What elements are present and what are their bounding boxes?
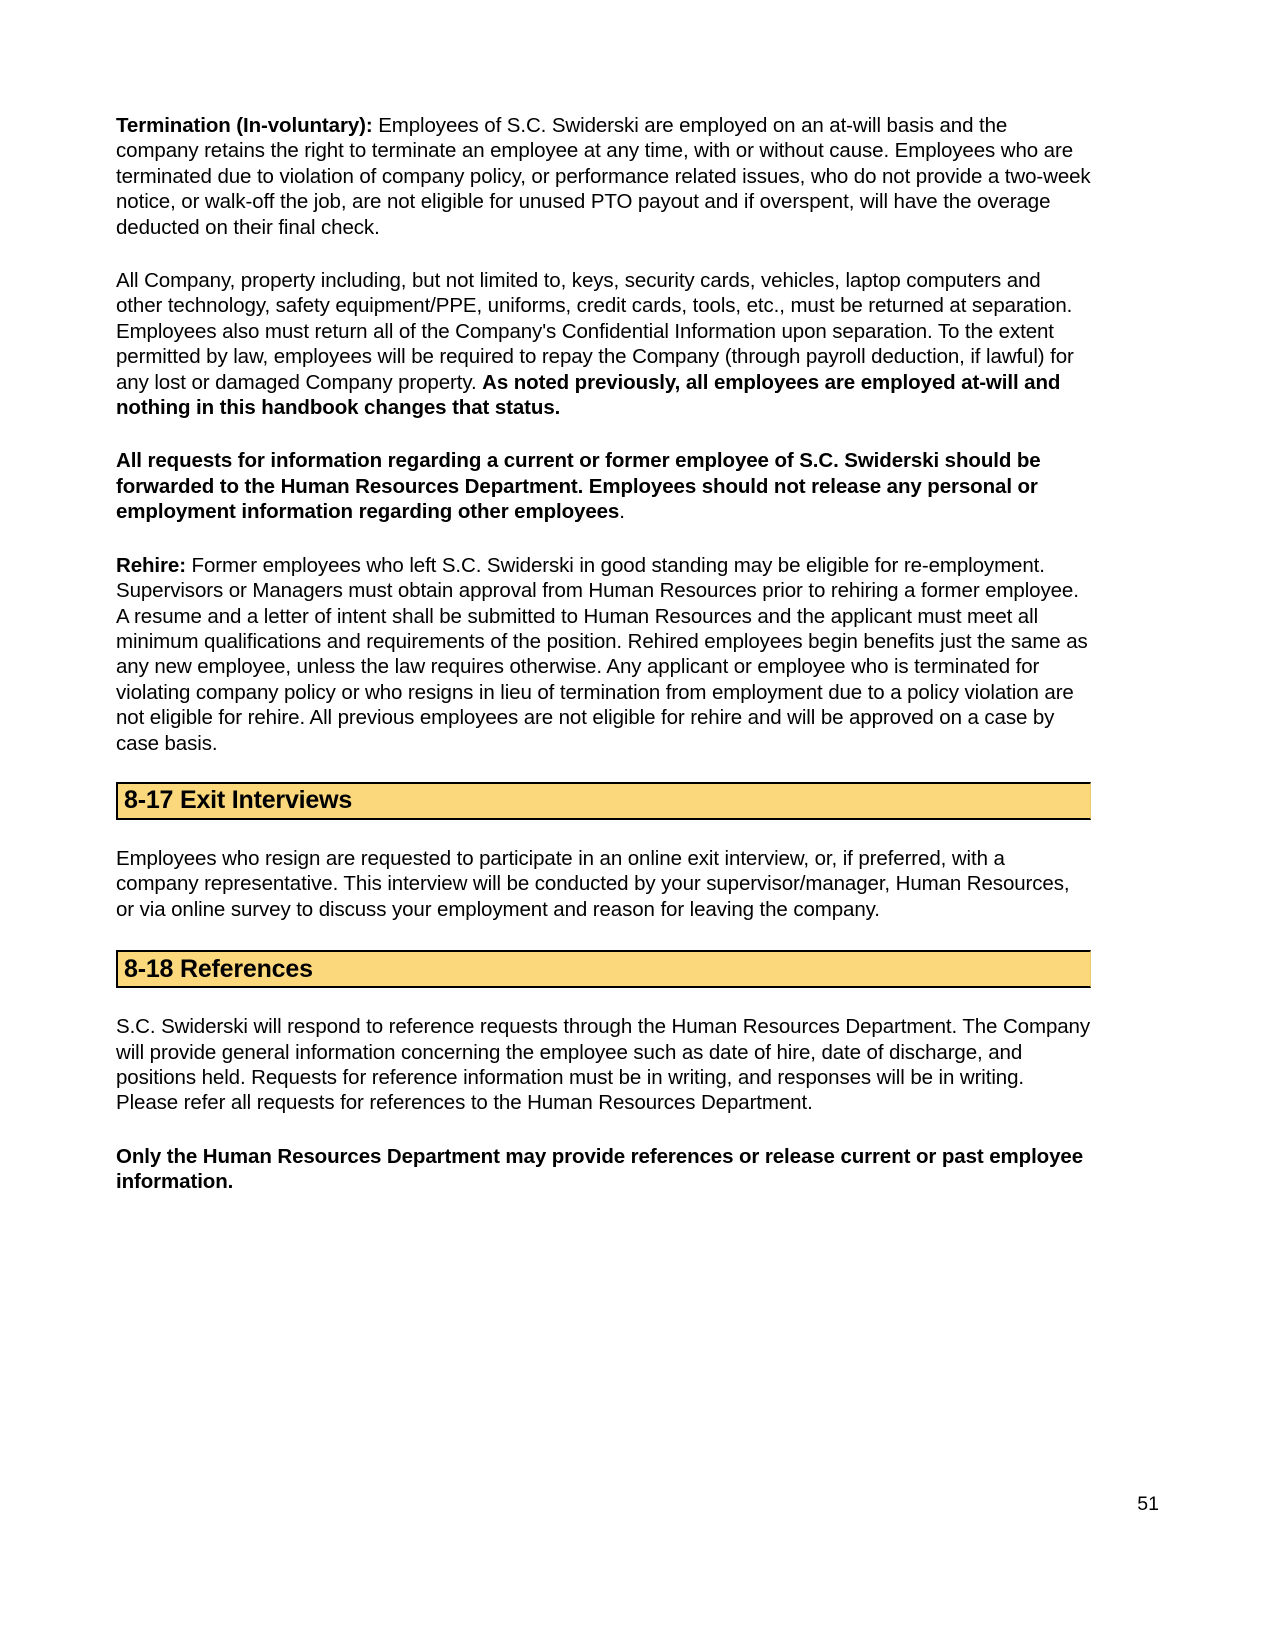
paragraph-rehire <box>116 553 1091 756</box>
paragraph-information-requests <box>116 448 1091 524</box>
paragraph-exit-interviews: Employees who resign are requested to participate in an online exit interview, or, if preferred, with a company representative. This interview will be conducted by your supervisor/manager, Human Resources, or via online survey to discuss your employment and reason for leaving the company. <box>116 846 1070 921</box>
paragraph-rehire-lead: Rehire: <box>116 553 186 577</box>
paragraph-company-property-emphasis: As noted previously, all employees are employed at-will and nothing in this handbook changes that status. <box>116 370 1061 420</box>
section-heading-references-label: 8-18 References <box>124 954 313 983</box>
paragraph-information-requests-period: . <box>619 500 625 524</box>
paragraph-information-requests-bold: All requests for information regarding a current or former employee of S.C. Swiderski should be forwarded to the Human Resources Department. Employees should not release any personal or employment information regarding other employees <box>116 449 1041 524</box>
paragraph-rehire-text: Former employees who left S.C. Swiderski in good standing may be eligible for re-employment. Supervisors or Managers must obtain approval from Human Resources prior to rehiring a former employee. A resume and a letter of intent shall be submitted to Human Resources and the applicant must meet all minimum qualifications and requirements of the position. Rehired employees begin benefits just the same as any new employee, unless the law requires otherwise. Any applicant or employee who is terminated for violating company policy or who resigns in lieu of termination from employment due to a policy violation are not eligible for rehire. All previous employees are not eligible for rehire and will be approved on a case by case basis. <box>116 553 1088 755</box>
paragraph-termination-text: Employees of S.C. Swiderski are employed on an at-will basis and the company retains the right to terminate an employee at any time, with or without cause. Employees who are terminated due to violation of company policy, or performance related issues, who do not provide a two-week notice, or walk-off the job, are not eligible for unused PTO payout and if overspent, will have the overage deducted on their final check. <box>116 114 1091 239</box>
section-heading-exit-interviews-label: 8-17 Exit Interviews <box>124 786 353 815</box>
section-heading-exit-interviews <box>116 782 1091 820</box>
paragraph-company-property-text: All Company, property including, but not limited to, keys, security cards, vehicles, laptop computers and other technology, safety equipment/PPE, uniforms, credit cards, tools, etc., must be returned at separation. Employees also must return all of the Company's Confidential Information upon separation. To the extent permitted by law, employees will be required to repay the Company (through payroll deduction, if lawful) for any lost or damaged Company property. <box>116 269 1074 394</box>
paragraph-company-property <box>116 268 1091 420</box>
page-number: 51 <box>1137 1492 1159 1515</box>
paragraph-references-notice <box>116 1144 1091 1195</box>
paragraph-termination <box>116 113 1091 240</box>
section-heading-references <box>116 950 1091 988</box>
paragraph-references: S.C. Swiderski will respond to reference requests through the Human Resources Department. The Company will provide general information concerning the employee such as date of hire, date of discharge, and positions held. Requests for reference information must be in writing, and responses will be in writing. Please refer all requests for references to the Human Resources Department. <box>116 1015 1090 1115</box>
paragraph-references-notice-bold: Only the Human Resources Department may provide references or release current or past employee information. <box>116 1144 1083 1194</box>
page-content <box>116 113 1091 1223</box>
paragraph-termination-lead: Termination (In-voluntary): <box>116 114 373 137</box>
